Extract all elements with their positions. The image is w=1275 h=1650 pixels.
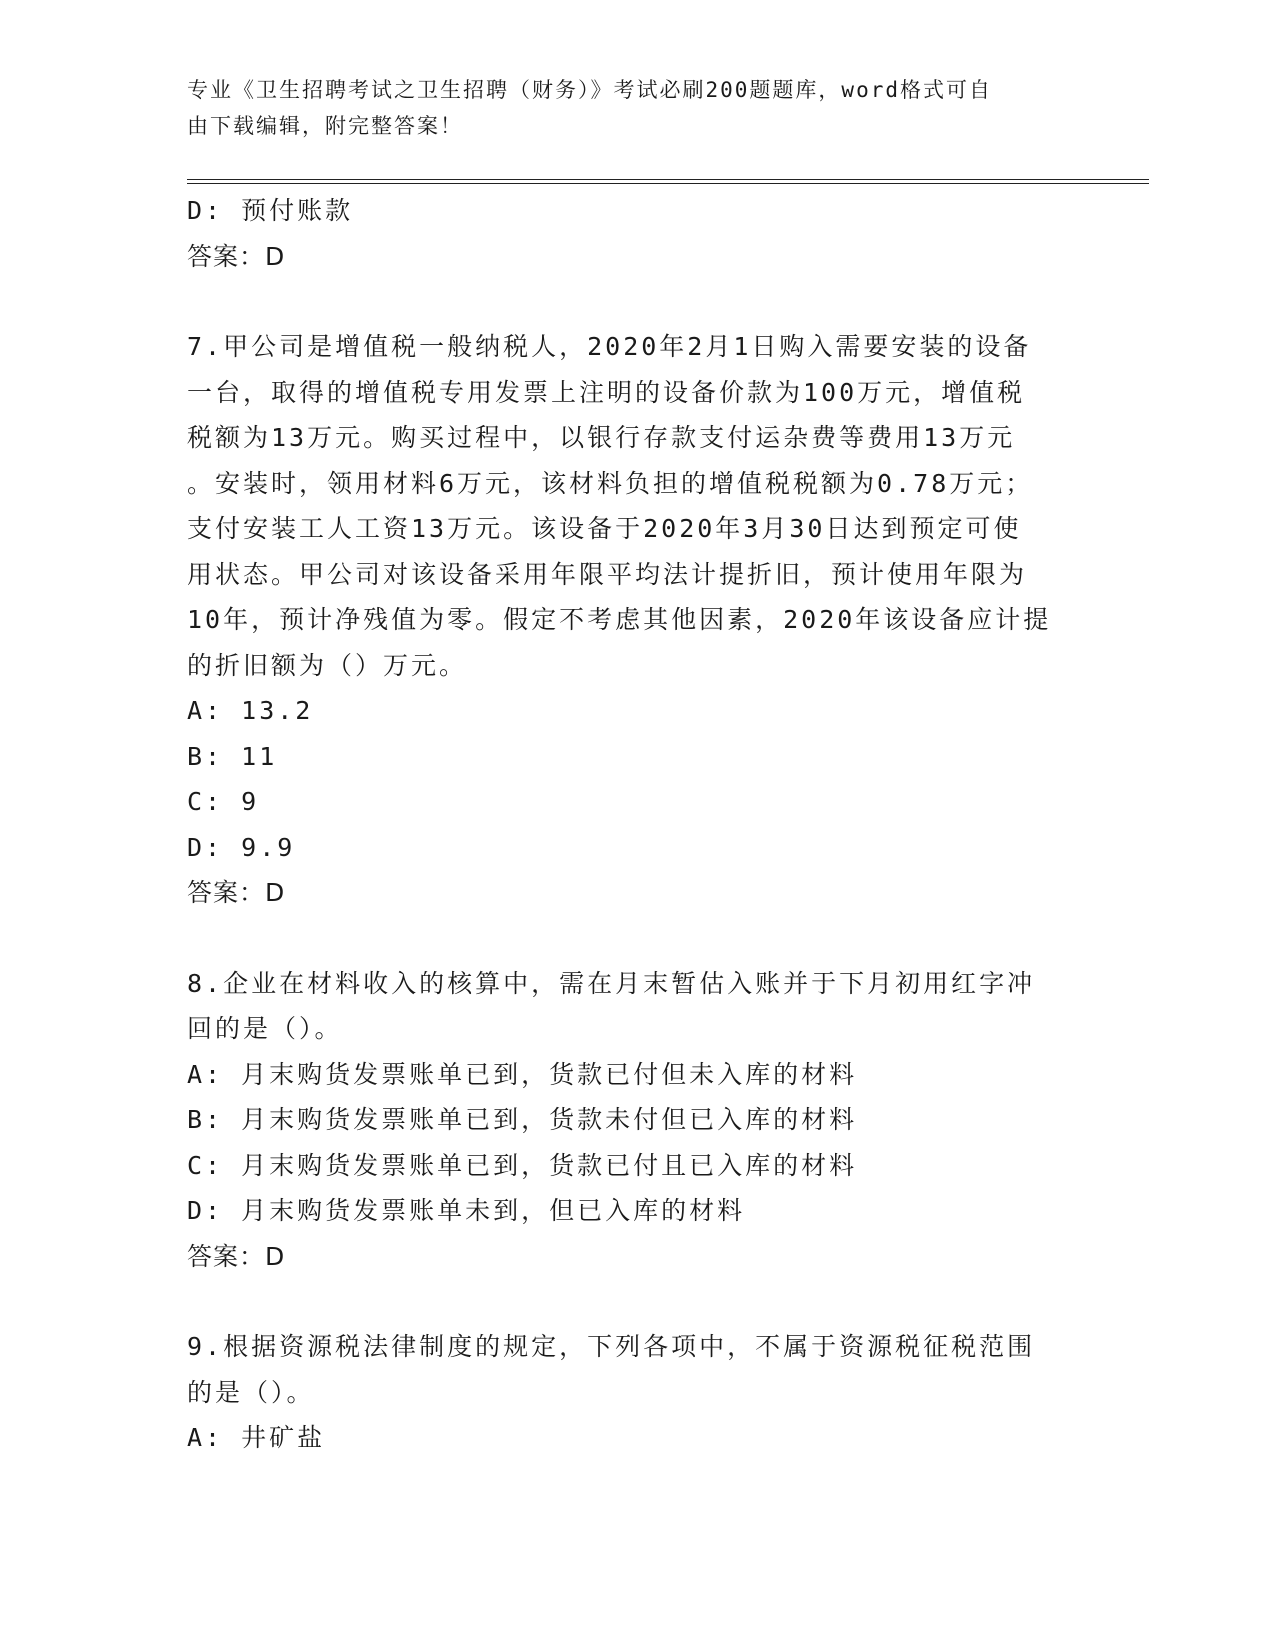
question-line: 9.根据资源税法律制度的规定，下列各项中，不属于资源税征税范围	[187, 1332, 1036, 1361]
option-a: A: 月末购货发票账单已到，货款已付但未入库的材料	[187, 1059, 858, 1089]
document-header	[187, 72, 1087, 144]
question-7	[187, 324, 1087, 916]
header-line-2: 由下载编辑，附完整答案！	[187, 114, 463, 138]
question-text	[187, 324, 1087, 688]
question-line: 8.企业在材料收入的核算中，需在月末暂估入账并于下月初用红字冲	[187, 968, 1036, 998]
question-9	[187, 1324, 1087, 1461]
option-b: B: 11	[187, 741, 278, 771]
spacer	[187, 279, 1087, 324]
option-d: D: 9.9	[187, 832, 296, 862]
question-8	[187, 961, 1087, 1280]
question-line: 的是（）。	[187, 1377, 315, 1407]
question-text	[187, 1324, 1087, 1415]
question-line: 10年，预计净残值为零。假定不考虑其他因素，2020年该设备应计提	[187, 605, 1052, 634]
question-line: 一台，取得的增值税专用发票上注明的设备价款为100万元，增值税	[187, 377, 1026, 407]
question-line: 。安装时，领用材料6万元，该材料负担的增值税税额为0.78万元；	[187, 468, 1034, 498]
option-a: A: 13.2	[187, 696, 314, 725]
option-d: D: 预付账款	[187, 196, 354, 225]
header-divider-bottom	[187, 183, 1149, 184]
question-content	[187, 188, 1087, 1461]
spacer	[187, 916, 1087, 961]
option-c: C: 月末购货发票账单已到，货款已付且已入库的材料	[187, 1150, 858, 1180]
option-a: A: 井矿盐	[187, 1423, 326, 1452]
header-line-1: 专业《卫生招聘考试之卫生招聘（财务）》考试必刷200题题库，word格式可自	[187, 78, 992, 102]
question-line: 7.甲公司是增值税一般纳税人，2020年2月1日购入需要安装的设备	[187, 332, 1032, 361]
question-text	[187, 961, 1087, 1052]
option-b: B: 月末购货发票账单已到，货款未付但已入库的材料	[187, 1105, 858, 1134]
spacer	[187, 1279, 1087, 1324]
option-d: D: 月末购货发票账单未到，但已入库的材料	[187, 1196, 746, 1225]
prev-question-tail	[187, 188, 1087, 279]
question-line: 回的是（）。	[187, 1014, 343, 1043]
question-line: 支付安装工人工资13万元。该设备于2020年3月30日达到预定可使	[187, 514, 1022, 543]
answer-line: 答案：D	[187, 241, 286, 271]
header-divider-top	[187, 179, 1149, 180]
question-line: 的折旧额为（）万元。	[187, 650, 468, 680]
question-line: 税额为13万元。购买过程中，以银行存款支付运杂费等费用13万元	[187, 423, 1016, 452]
answer-line: 答案：D	[187, 1241, 286, 1271]
option-c: C: 9	[187, 787, 260, 816]
question-line: 用状态。甲公司对该设备采用年限平均法计提折旧，预计使用年限为	[187, 559, 1028, 589]
answer-line: 答案：D	[187, 878, 286, 907]
